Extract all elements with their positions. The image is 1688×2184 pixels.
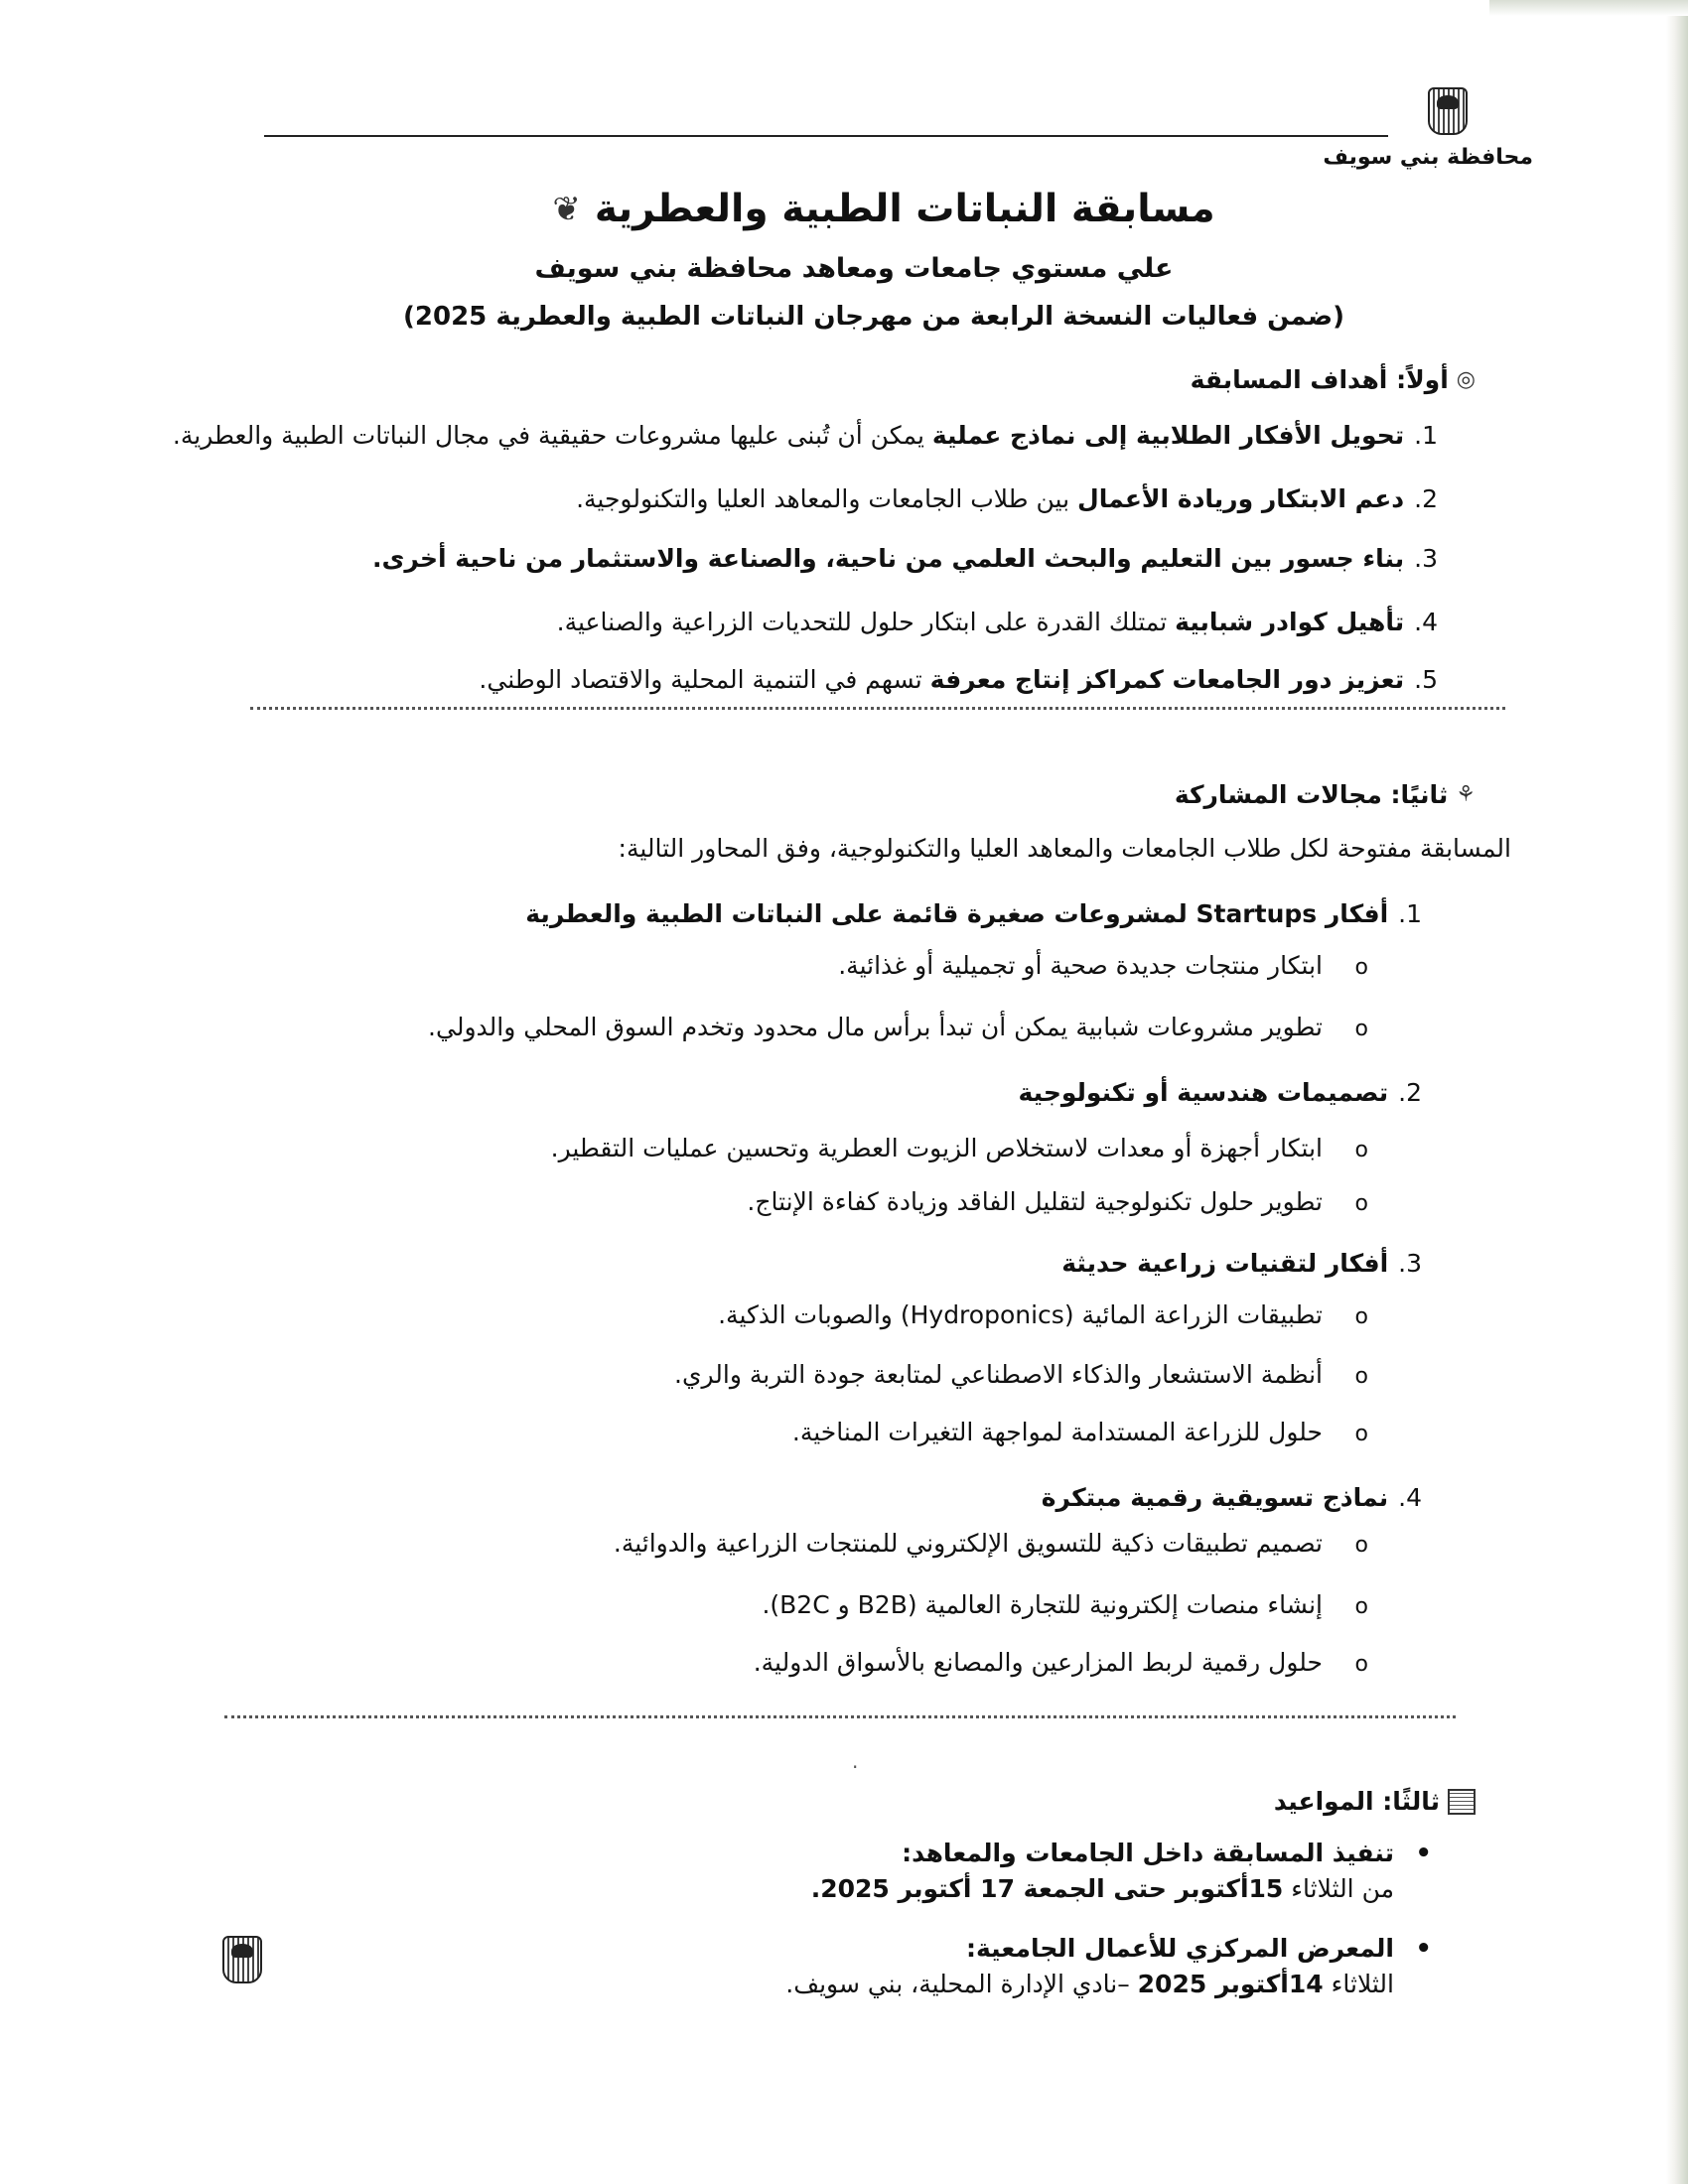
date-detail-suffix: –نادي الإدارة المحلية، بني سويف. xyxy=(785,1970,1138,1998)
section-objectives-heading xyxy=(1191,365,1476,394)
target-icon: ◎ xyxy=(1456,367,1476,392)
field-bullet: o تطوير حلول تكنولوجية لتقليل الفاقد وزيادة كفاءة الإنتاج. xyxy=(747,1187,1323,1217)
objective-item xyxy=(557,608,1438,637)
participants-icon: ⚘ xyxy=(1456,782,1476,807)
date-item-title: • تنفيذ المسابقة داخل الجامعات والمعاهد: xyxy=(902,1839,1394,1868)
scan-edge-top xyxy=(1489,0,1688,16)
date-item-title: • المعرض المركزي للأعمال الجامعية: xyxy=(966,1934,1394,1964)
field-group-title xyxy=(1061,1249,1422,1279)
field-group-number: 4. xyxy=(1398,1483,1422,1512)
field-bullet: o حلول رقمية لربط المزارعين والمصانع بالأسواق الدولية. xyxy=(754,1648,1323,1678)
field-group-title xyxy=(525,899,1422,929)
field-bullet: o حلول للزراعة المستدامة لمواجهة التغيرات المناخية. xyxy=(792,1418,1323,1447)
field-group-text: أفكار Startups لمشروعات صغيرة قائمة على النباتات الطبية والعطرية xyxy=(525,899,1389,928)
objective-text: تمتلك القدرة على ابتكار حلول للتحديات الزراعية والصناعية. xyxy=(556,608,1176,636)
objective-text: بين طلاب الجامعات والمعاهد العليا والتكنولوجية. xyxy=(576,484,1078,513)
section-fields-title: ثانيًا: مجالات المشاركة xyxy=(1174,780,1449,809)
scan-speck: · xyxy=(852,1755,859,1779)
field-bullet: o أنظمة الاستشعار والذكاء الاصطناعي لمتابعة جودة التربة والري. xyxy=(674,1360,1323,1390)
page-subtitle-festival: (ضمن فعاليات النسخة الرابعة من مهرجان النباتات الطبية والعطرية 2025) xyxy=(403,302,1344,332)
page-title xyxy=(552,187,1214,231)
footer-logo xyxy=(222,1936,262,1983)
field-group-number: 3. xyxy=(1398,1249,1422,1278)
objective-bold: تعزيز دور الجامعات كمراكز إنتاج معرفة xyxy=(929,665,1405,694)
objective-item xyxy=(372,544,1438,574)
objective-bold: تأهيل كوادر شبابية xyxy=(1175,608,1405,636)
date-item-detail xyxy=(811,1874,1394,1904)
calendar-icon xyxy=(1448,1789,1476,1815)
date-item-detail xyxy=(785,1970,1394,1999)
objective-item xyxy=(576,484,1438,514)
objective-number: 3. xyxy=(1414,544,1438,573)
date-detail-prefix: الثلاثاء xyxy=(1323,1970,1394,1998)
objective-item xyxy=(479,665,1438,695)
field-group-text: نماذج تسويقية رقمية مبتكرة xyxy=(1041,1483,1389,1512)
objective-bold: دعم الابتكار وريادة الأعمال xyxy=(1077,484,1405,513)
objective-number: 4. xyxy=(1414,608,1438,636)
section-fields-intro: المسابقة مفتوحة لكل طلاب الجامعات والمعاهد العليا والتكنولوجية، وفق المحاور التالية: xyxy=(618,834,1511,863)
objective-text: تسهم في التنمية المحلية والاقتصاد الوطني. xyxy=(479,665,930,694)
objective-bold: تحويل الأفكار الطلابية إلى نماذج عملية xyxy=(931,421,1405,450)
title-block xyxy=(0,187,1688,332)
objective-number: 5. xyxy=(1414,665,1438,694)
page-subtitle: علي مستوي جامعات ومعاهد محافظة بني سويف xyxy=(534,253,1174,284)
section-dates-title: ثالثًا: المواعيد xyxy=(1273,1787,1440,1816)
section-dates-heading xyxy=(1274,1787,1476,1816)
field-group-text: تصميمات هندسية أو تكنولوجية xyxy=(1018,1078,1389,1107)
field-group-title xyxy=(1042,1483,1422,1513)
field-group-text: أفكار لتقنيات زراعية حديثة xyxy=(1061,1249,1389,1278)
field-bullet: o تطوير مشروعات شبابية يمكن أن تبدأ برأس مال محدود وتخدم السوق المحلي والدولي. xyxy=(428,1013,1323,1042)
leaf-icon: ❦ xyxy=(552,189,581,229)
field-group-number: 1. xyxy=(1398,899,1422,928)
objective-number: 1. xyxy=(1414,421,1438,450)
section-fields-heading xyxy=(1175,780,1476,809)
date-detail-bold: 15أكتوبر حتى الجمعة 17 أكتوبر 2025. xyxy=(810,1874,1284,1903)
title-text: مسابقة النباتات الطبية والعطرية xyxy=(594,187,1215,231)
objective-bold: بناء جسور بين التعليم والبحث العلمي من ناحية، والصناعة والاستثمار من ناحية أخرى. xyxy=(371,544,1405,573)
objective-text: يمكن أن تُبنى عليها مشروعات حقيقية في مجال النباتات الطبية والعطرية. xyxy=(172,421,932,450)
date-detail-bold: 14أكتوبر 2025 xyxy=(1137,1970,1324,1998)
field-bullet: o إنشاء منصات إلكترونية للتجارة العالمية (B2B و B2C). xyxy=(762,1590,1323,1620)
governorate-name: محافظة بني سويف xyxy=(1323,145,1533,170)
field-bullet: o تصميم تطبيقات ذكية للتسويق الإلكتروني للمنتجات الزراعية والدوائية. xyxy=(614,1529,1323,1559)
field-group-title xyxy=(1018,1078,1422,1108)
objective-number: 2. xyxy=(1414,484,1438,513)
date-detail-prefix: من الثلاثاء xyxy=(1283,1874,1394,1903)
objective-item xyxy=(173,421,1438,451)
section-objectives-title: أولاً: أهداف المسابقة xyxy=(1190,365,1449,394)
field-bullet: o ابتكار منتجات جديدة صحية أو تجميلية أو غذائية. xyxy=(838,951,1323,981)
header-rule xyxy=(264,135,1388,137)
field-bullet: o ابتكار أجهزة أو معدات لاستخلاص الزيوت العطرية وتحسين عمليات التقطير. xyxy=(551,1134,1323,1163)
governorate-logo xyxy=(1428,87,1468,135)
field-bullet: o تطبيقات الزراعة المائية (Hydroponics) والصوبات الذكية. xyxy=(718,1300,1323,1330)
section-divider xyxy=(250,707,1505,710)
section-divider xyxy=(224,1715,1456,1718)
field-group-number: 2. xyxy=(1398,1078,1422,1107)
